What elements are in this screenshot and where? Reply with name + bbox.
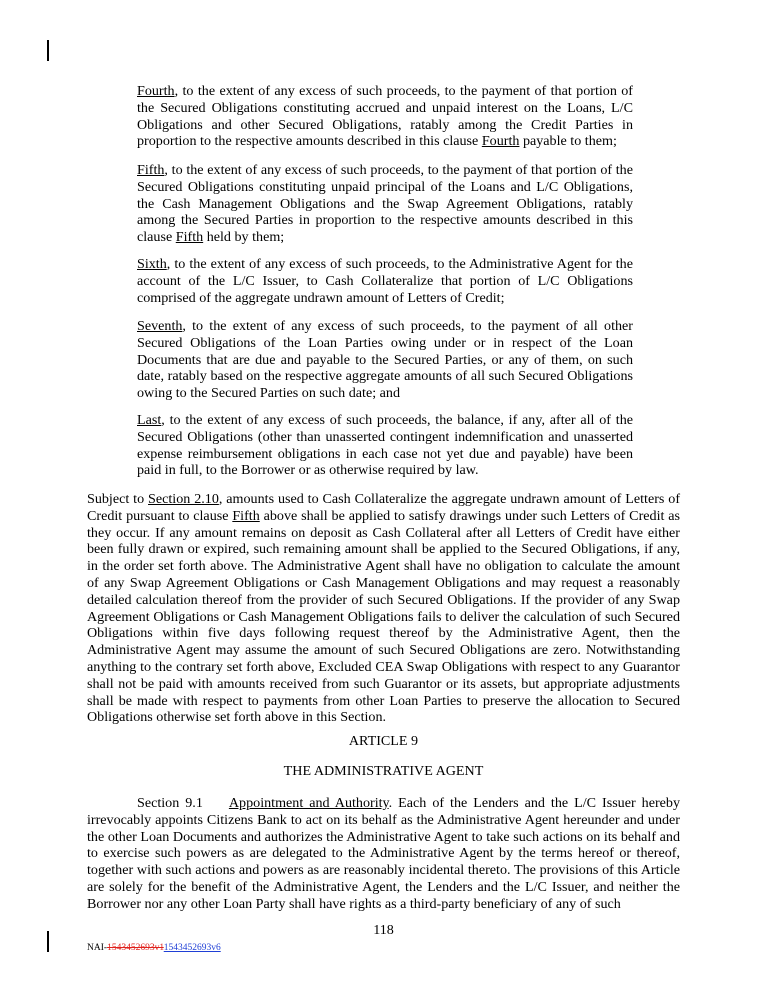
clause-label: Last bbox=[137, 412, 162, 428]
subject-rest: above shall be applied to satisfy drawings under such Letters of Credit as they occur. If any amount remains on deposit as Cash Collateral after all Letters of Credit have either been fully drawn or expired, such remaining amount shall be applied to the Secured Obligations, if any, in the order set forth above. The Administrative Agent shall have no obligation to calculate the amount of any Swap Agreement Obligations or Cash Management Obligations and may request a reasonably detailed calculation thereof from the provider of such Secured Obligations. If the provider of any Swap Agreement Obligations or Cash Management Obligations fails to deliver the calculation of such Secured Obligations within five days following request thereof by the Administrative Agent, then the Administrative Agent may assume the amount of such Secured Obligations are zero. Notwithstanding anything to the contrary set forth above, Excluded CEA Swap Obligations with respect to any Guarantor shall not be paid with amounts received from such Guarantor or its assets, but appropriate adjustments shall be made with respect to payments from other Loan Parties to preserve the allocation to Secured Obligations otherwise set forth above in this Section. bbox=[87, 507, 680, 726]
clause-label: Seventh bbox=[137, 318, 183, 334]
clause-tail: held by them; bbox=[203, 229, 285, 246]
clause-seventh bbox=[137, 318, 633, 402]
subject-mid: , amounts used to Cash Collateralize the aggregate undrawn amount of Letters of Credit pursuant to clause bbox=[87, 491, 681, 524]
clause-fourth bbox=[137, 83, 633, 150]
doc-id-prefix: NAI- bbox=[87, 943, 108, 953]
section-9-1-paragraph bbox=[87, 795, 680, 913]
clause-text: , to the extent of any excess of such proceeds, to the payment of that portion of the Secured Obligations constituting unpaid principal of the Loans and L/C Obligations, the Cash Management Obligations and the Swap Agreement Obligations, ratably among the Secured Parties in proportion to the respective amounts described in this clause bbox=[137, 162, 633, 246]
page-number: 118 bbox=[373, 922, 394, 938]
clause-text: , to the extent of any excess of such proceeds, to the payment of that portion of the Secured Obligations constituting accrued and unpaid interest on the Loans, L/C Obligations and other Secured Obligations, ratably among the Credit Parties in proportion to the respective amounts described in this clause bbox=[137, 83, 633, 150]
section-number: Section 9.1 bbox=[137, 795, 203, 811]
clause-last bbox=[137, 412, 633, 479]
clause-text: , to the extent of any excess of such proceeds, to the payment of all other Secured Obligations of the Loan Parties owing under or in respect of the Loan Documents that are due and payable to the Secured Parties, or any of them, on such date, ratably based on the respective aggregate amounts of all such Secured Obligations owing to the Secured Parties on such date; and bbox=[137, 318, 633, 402]
article-title: THE ADMINISTRATIVE AGENT bbox=[283, 763, 484, 779]
clause-label: Fifth bbox=[137, 162, 165, 178]
section-heading: Appointment and Authority bbox=[228, 795, 389, 811]
change-bar-top bbox=[47, 40, 49, 61]
clause-fifth-ref: Fifth bbox=[232, 507, 260, 524]
clause-label: Sixth bbox=[137, 256, 167, 272]
subject-lead: Subject to bbox=[87, 491, 149, 507]
change-bar-bottom bbox=[47, 931, 49, 952]
subject-paragraph bbox=[87, 491, 680, 726]
clause-fifth bbox=[137, 162, 633, 246]
section-2-10-link: Section 2.10 bbox=[148, 491, 219, 507]
clause-text: , to the extent of any excess of such proceeds, the balance, if any, after all of the Secured Obligations (other than unasserted contingent indemnification and unasserted expense reimbursement obligations in each case not yet due and payable) have been paid in full, to the Borrower or as otherwise required by law. bbox=[137, 412, 633, 479]
doc-id-inserted: 1543452693v6 bbox=[163, 943, 221, 953]
clause-text: , to the extent of any excess of such proceeds, to the Administrative Agent for the account of the L/C Issuer, to Cash Collateralize that portion of L/C Obligations comprised of the aggregate undrawn amount of Letters of Credit; bbox=[137, 256, 633, 306]
article-number: ARTICLE 9 bbox=[348, 733, 419, 749]
clause-ref: Fourth bbox=[481, 133, 520, 150]
section-text: . Each of the Lenders and the L/C Issuer hereby irrevocably appoints Citizens Bank to act on its behalf as the Administrative Agent hereunder and under the other Loan Documents and authorizes the Administrative Agent to take such actions on its behalf and to exercise such powers as are delegated to the Administrative Agent by the terms hereof or thereof, together with such actions and powers as are reasonably incidental thereto. The provisions of this Article are solely for the benefit of the Administrative Agent, the Lenders and the L/C Issuer, and neither the Borrower nor any other Loan Party shall have rights as a third-party beneficiary of any of such bbox=[87, 795, 680, 912]
clause-label: Fourth bbox=[137, 83, 175, 99]
clause-ref: Fifth bbox=[175, 229, 204, 246]
clause-sixth bbox=[137, 256, 633, 306]
clause-tail: payable to them; bbox=[519, 133, 617, 150]
document-id bbox=[87, 943, 221, 954]
doc-id-deleted: 1543452693v1 bbox=[107, 943, 164, 953]
